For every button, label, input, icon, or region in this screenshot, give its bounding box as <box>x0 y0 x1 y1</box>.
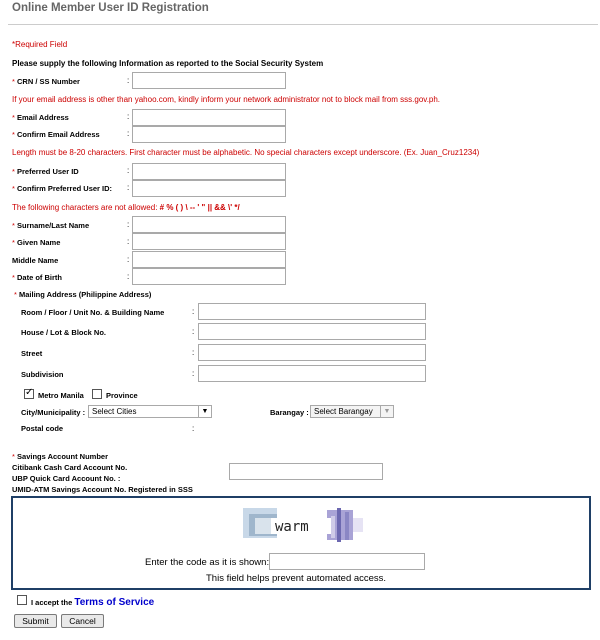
barangay-select-value: Select Barangay <box>314 407 373 416</box>
dob-label: * Date of Birth <box>12 273 63 282</box>
captcha-panel <box>11 496 591 590</box>
chars-note: The following characters are not allowed: # % ( ) \ -- ' " || && \' */ <box>12 203 240 212</box>
instruction-text: Please supply the following Information as reported to the Social Security System <box>12 59 324 68</box>
colon: : <box>192 369 195 378</box>
colon: : <box>127 112 130 121</box>
required-note: *Required Field <box>12 40 68 49</box>
street-input[interactable] <box>198 344 426 361</box>
confirm-email-label: * Confirm Email Address <box>12 130 100 139</box>
subdivision-input[interactable] <box>198 365 426 382</box>
city-label: City/Municipality : <box>21 408 86 417</box>
required-asterisk: * <box>12 77 15 86</box>
ubp-label: UBP Quick Card Account No. : <box>12 474 121 483</box>
terms-text: I accept the Terms of Service <box>31 597 155 608</box>
city-select[interactable] <box>88 405 212 418</box>
terms-of-service-link[interactable]: Terms of Service <box>74 597 155 608</box>
house-label: House / Lot & Block No. <box>21 328 107 337</box>
umid-label: UMID-ATM Savings Account No. Registered in SSS <box>12 485 193 494</box>
metro-manila-checkbox[interactable] <box>24 389 34 399</box>
room-input[interactable] <box>198 303 426 320</box>
colon: : <box>127 183 130 192</box>
email-input[interactable] <box>132 109 286 126</box>
barangay-select[interactable] <box>310 405 394 418</box>
province-label: Province <box>106 391 138 400</box>
colon: : <box>192 327 195 336</box>
colon: : <box>127 166 130 175</box>
colon: : <box>127 255 130 264</box>
dob-input[interactable] <box>132 268 286 285</box>
colon: : <box>127 220 130 229</box>
colon: : <box>192 424 195 433</box>
captcha-image <box>241 504 371 546</box>
userid-label: * Preferred User ID <box>12 167 79 176</box>
metro-manila-label: Metro Manila <box>38 391 84 400</box>
svg-text:warm: warm <box>275 519 309 535</box>
confirm-userid-input[interactable] <box>132 180 286 197</box>
captcha-help: This field helps prevent automated access. <box>206 573 387 584</box>
userid-note: Length must be 8-20 characters. First character must be alphabetic. No special characters except underscore. (Ex. Juan_Cruz1234) <box>12 148 480 157</box>
confirm-email-input[interactable] <box>132 126 286 143</box>
middle-name-input[interactable] <box>132 251 286 268</box>
crn-label: * CRN / SS Number <box>12 77 80 86</box>
chevron-down-icon: ▼ <box>380 406 393 417</box>
citibank-label: Citibank Cash Card Account No. <box>12 463 128 472</box>
surname-label: * Surname/Last Name <box>12 221 90 230</box>
userid-input[interactable] <box>132 163 286 180</box>
postal-code-label: Postal code <box>21 424 64 433</box>
terms-checkbox[interactable] <box>17 595 27 605</box>
colon: : <box>127 129 130 138</box>
mailing-address-label: * Mailing Address (Philippine Address) <box>14 290 152 299</box>
colon: : <box>127 76 130 85</box>
cancel-button[interactable]: Cancel <box>61 614 104 628</box>
disallowed-chars: # % ( ) \ -- ' " || && \' */ <box>159 203 240 212</box>
city-select-value: Select Cities <box>92 407 137 416</box>
colon: : <box>192 307 195 316</box>
province-checkbox[interactable] <box>92 389 102 399</box>
room-label: Room / Floor / Unit No. & Building Name <box>21 308 165 317</box>
submit-button[interactable]: Submit <box>14 614 57 628</box>
given-name-input[interactable] <box>132 233 286 250</box>
confirm-userid-label: * Confirm Preferred User ID: <box>12 184 113 193</box>
street-label: Street <box>21 349 43 358</box>
savings-account-label: * Savings Account Number <box>12 452 109 461</box>
email-label: * Email Address <box>12 113 69 122</box>
chevron-down-icon: ▼ <box>198 406 211 417</box>
colon: : <box>127 272 130 281</box>
house-input[interactable] <box>198 323 426 340</box>
savings-account-input[interactable] <box>229 463 383 480</box>
subdivision-label: Subdivision <box>21 370 64 379</box>
page-title: Online Member User ID Registration <box>12 2 209 14</box>
colon: : <box>192 348 195 357</box>
title-divider <box>8 24 598 25</box>
barangay-label: Barangay : <box>270 408 309 417</box>
colon: : <box>127 237 130 246</box>
crn-input[interactable] <box>132 72 286 89</box>
captcha-input[interactable] <box>269 553 425 570</box>
email-note: If your email address is other than yahoo.com, kindly inform your network administrator not to block mail from sss.gov.ph. <box>12 95 441 104</box>
middle-name-label: Middle Name <box>12 256 59 265</box>
given-name-label: * Given Name <box>12 238 61 247</box>
surname-input[interactable] <box>132 216 286 233</box>
captcha-prompt: Enter the code as it is shown: <box>145 557 270 568</box>
